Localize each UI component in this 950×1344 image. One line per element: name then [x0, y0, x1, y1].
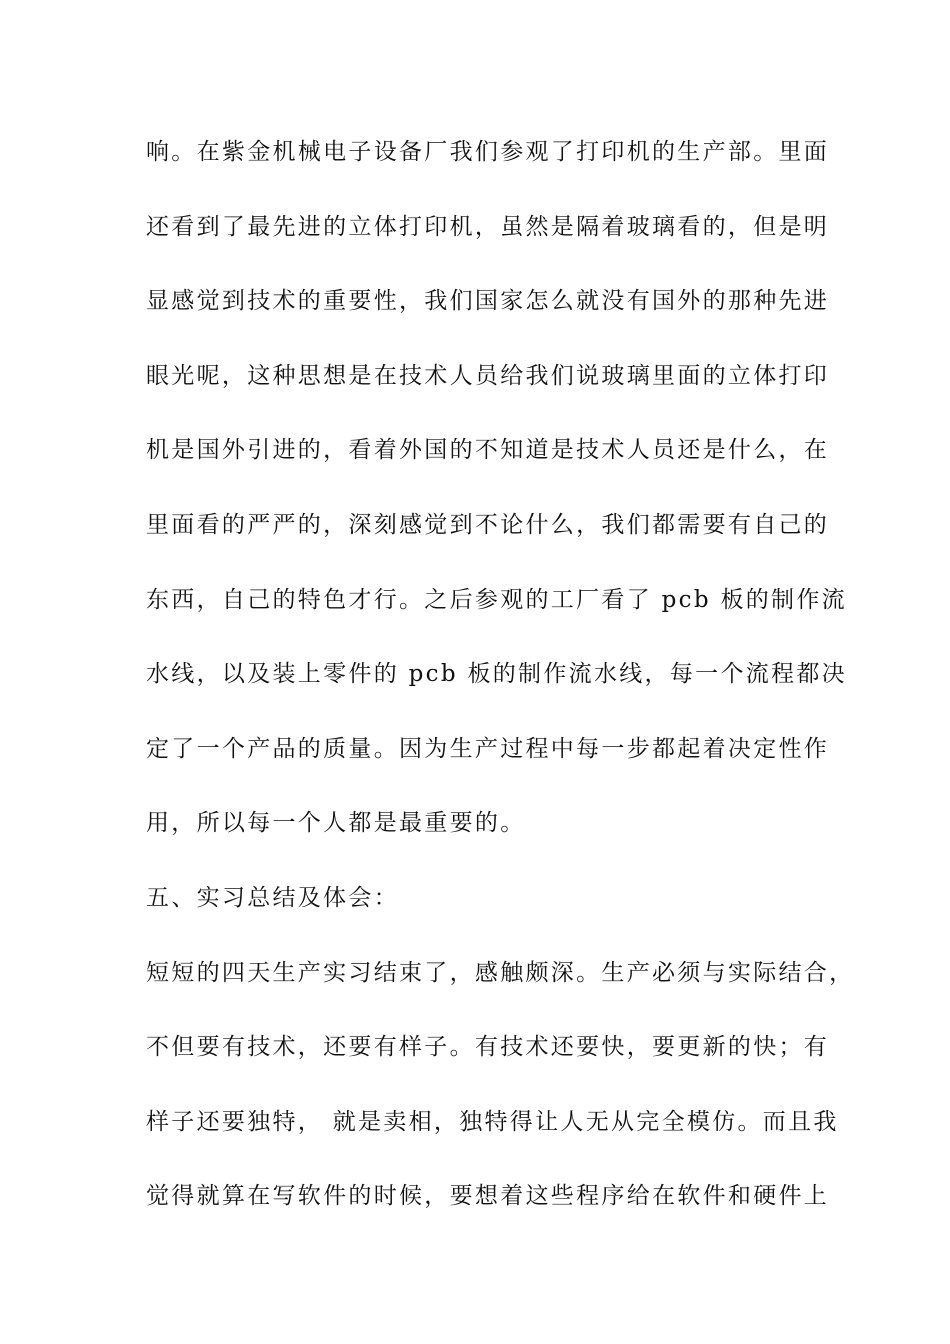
- text-line-13: 不但要有技术，还要有样子。有技术还要快，要更新的快；有: [146, 1034, 830, 1061]
- section-heading: 五、实习总结及体会：: [146, 884, 399, 911]
- text-line-9: 定了一个产品的质量。因为生产过程中每一步都起着决定性作: [146, 735, 830, 762]
- text-line-6: 里面看的严严的，深刻感觉到不论什么，我们都需要有自己的: [146, 511, 830, 538]
- text-line-12: 短短的四天生产实习结束了，感触颇深。生产必须与实际结合，: [146, 959, 855, 986]
- text-line-15: 觉得就算在写软件的时候，要想着这些程序给在软件和硬件上: [146, 1183, 830, 1210]
- text-line-8: 水线，以及装上零件的 pcb 板的制作流水线，每一个流程都决: [146, 661, 847, 688]
- text-line-3: 显感觉到技术的重要性，我们国家怎么就没有国外的那种先进: [146, 288, 830, 315]
- body-text: [146, 128, 855, 1247]
- text-line-1: 响。在紫金机械电子设备厂我们参观了打印机的生产部。里面: [146, 139, 830, 165]
- text-line-2: 还看到了最先进的立体打印机，虽然是隔着玻璃看的，但是明: [146, 213, 830, 240]
- text-line-7: 东西，自己的特色才行。之后参观的工厂看了 pcb 板的制作流: [146, 586, 847, 613]
- text-line-14: 样子还要独特， 就是卖相，独特得让人无从完全模仿。而且我: [146, 1108, 839, 1135]
- text-line-4: 眼光呢，这种思想是在技术人员给我们说玻璃里面的立体打印: [146, 362, 830, 389]
- text-line-10: 用，所以每一个人都是最重要的。: [146, 810, 526, 837]
- text-line-5: 机是国外引进的，看着外国的不知道是技术人员还是什么，在: [146, 437, 830, 464]
